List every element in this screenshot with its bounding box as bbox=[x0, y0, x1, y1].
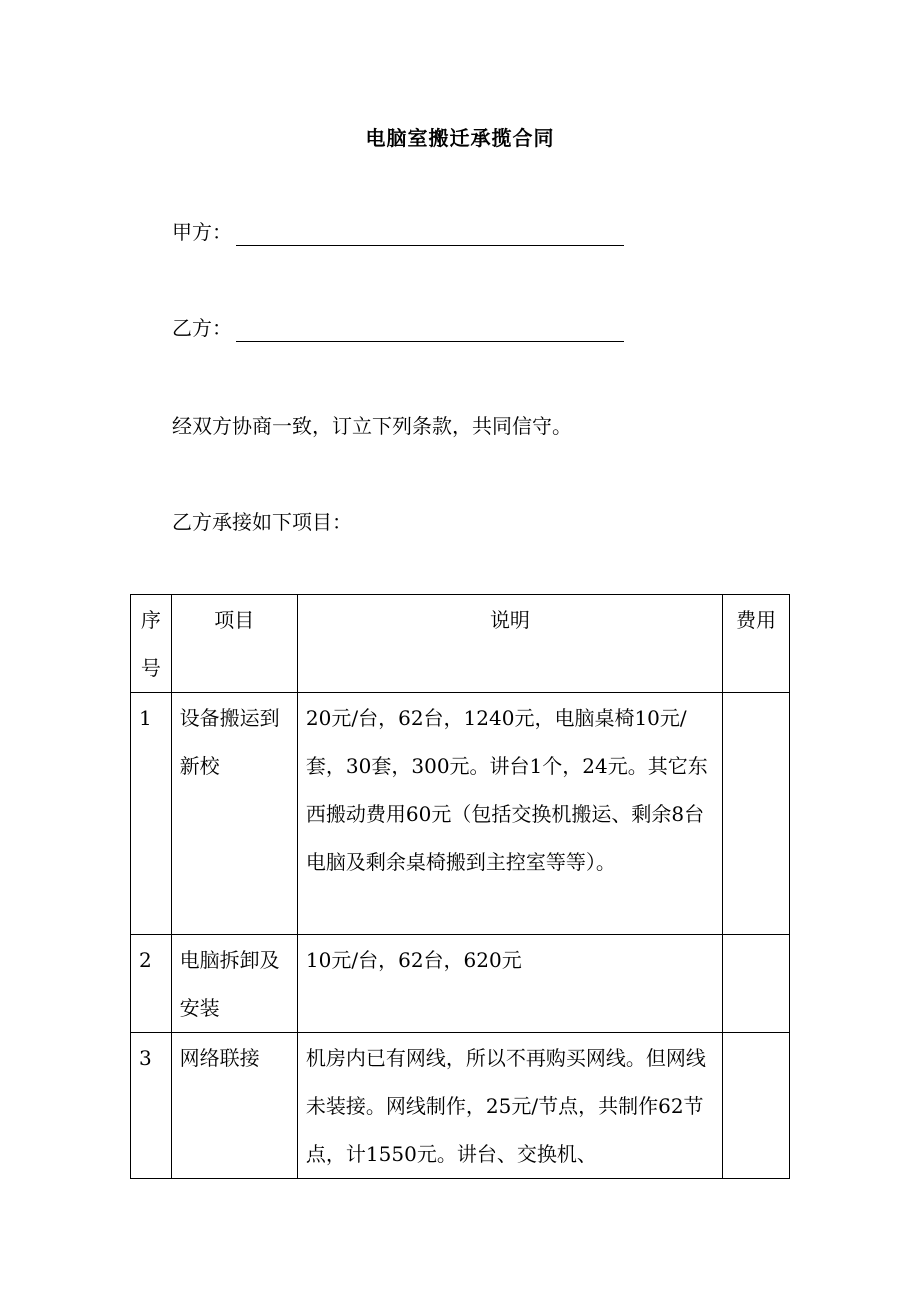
table-row bbox=[131, 1033, 790, 1179]
cell-desc: 20元/台，62台，1240元，电脑桌椅10元/套，30套，300元。讲台1个，24元。其它东西搬动费用60元（包括交换机搬运、剩余8台电脑及剩余桌椅搬到主控室等等）。 bbox=[297, 693, 722, 935]
party-a-blank bbox=[236, 221, 624, 246]
cell-fee bbox=[722, 1033, 789, 1179]
header-fee: 费用 bbox=[722, 595, 789, 693]
party-a-line bbox=[172, 218, 624, 246]
cell-seq: 1 bbox=[131, 693, 172, 935]
header-item: 项目 bbox=[171, 595, 297, 693]
cell-item: 网络联接 bbox=[171, 1033, 297, 1179]
cell-fee bbox=[722, 935, 789, 1033]
party-b-line bbox=[172, 314, 624, 342]
header-desc: 说明 bbox=[297, 595, 722, 693]
cell-item: 电脑拆卸及安装 bbox=[171, 935, 297, 1033]
party-a-label: 甲方： bbox=[172, 220, 232, 244]
document-title: 电脑室搬迁承揽合同 bbox=[365, 126, 555, 150]
header-seq: 序号 bbox=[131, 595, 172, 693]
cell-desc: 10元/台，62台，620元 bbox=[297, 935, 722, 1033]
table-header-row bbox=[131, 595, 790, 693]
items-table bbox=[130, 594, 790, 1179]
party-b-blank bbox=[236, 317, 624, 342]
cell-fee bbox=[722, 693, 789, 935]
table-row bbox=[131, 935, 790, 1033]
cell-seq: 2 bbox=[131, 935, 172, 1033]
cell-seq: 3 bbox=[131, 1033, 172, 1179]
table-row bbox=[131, 693, 790, 935]
scope-intro: 乙方承接如下项目： bbox=[172, 510, 352, 534]
agreement-text: 经双方协商一致，订立下列条款，共同信守。 bbox=[172, 414, 572, 438]
cell-item: 设备搬运到新校 bbox=[171, 693, 297, 935]
cell-desc: 机房内已有网线，所以不再购买网线。但网线未装接。网线制作，25元/节点，共制作62节点，计1550元。讲台、交换机、 bbox=[297, 1033, 722, 1179]
party-b-label: 乙方： bbox=[172, 316, 232, 340]
